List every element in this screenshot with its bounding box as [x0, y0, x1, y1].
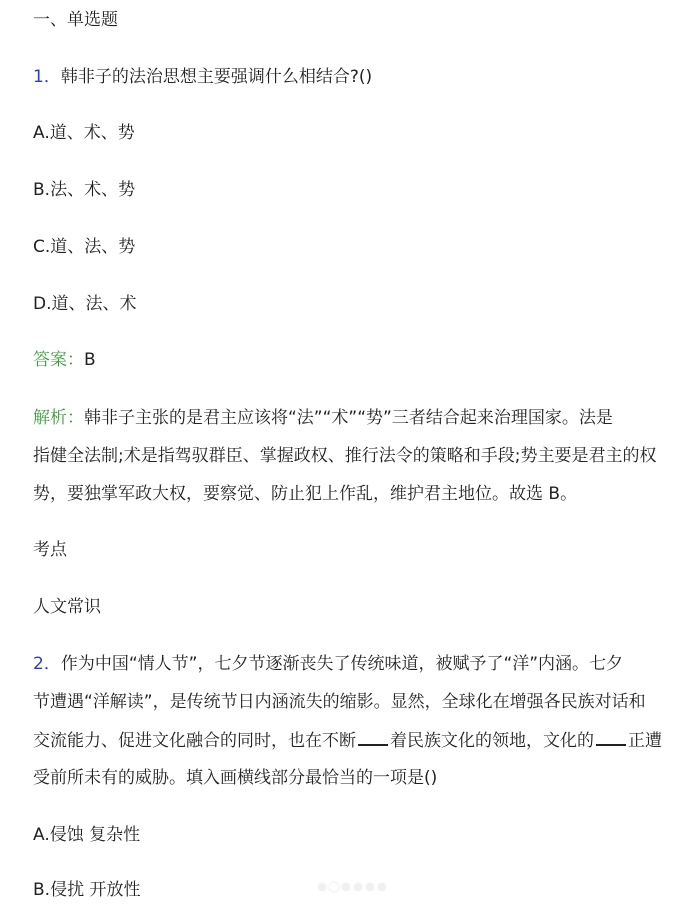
option-text: 法、术、势 — [50, 180, 136, 200]
question-number-value: 2 — [33, 654, 44, 674]
option-text: 侵蚀 复杂性 — [49, 825, 141, 845]
question-number — [33, 654, 61, 674]
page-dot-1[interactable] — [318, 883, 326, 891]
page-dot-3[interactable] — [342, 883, 350, 891]
question-number-sep: ． — [43, 67, 61, 87]
answer-label: 答案： — [33, 350, 84, 370]
option-text: 道、术、势 — [49, 123, 135, 143]
stem-segment: 交流能力、促进文化融合的同时，也在不断 — [33, 731, 356, 751]
page-dot-4[interactable] — [354, 883, 362, 891]
question-number-sep: ． — [43, 654, 61, 674]
page-dot-5[interactable] — [366, 883, 374, 891]
stem-segment: 着民族文化的领地，文化的 — [390, 731, 594, 751]
question-2-option-a[interactable] — [33, 823, 140, 847]
option-label: D. — [33, 294, 52, 314]
fill-blank-1 — [358, 728, 388, 746]
question-2-option-b[interactable] — [33, 878, 140, 902]
question-1-analysis-line-1 — [33, 406, 613, 430]
option-text: 道、法、术 — [51, 294, 137, 314]
option-text: 侵扰 开放性 — [50, 880, 141, 900]
option-label: C. — [33, 237, 51, 257]
option-label: A. — [33, 123, 50, 143]
question-1-option-d[interactable] — [33, 292, 137, 316]
page-dot-2-active[interactable] — [330, 883, 338, 891]
analysis-text: 韩非子主张的是君主应该将“法”“术”“势”三者结合起来治理国家。法是 — [84, 408, 613, 428]
question-stem-text: 韩非子的法治思想主要强调什么相结合?() — [60, 67, 373, 87]
section-title: 一、单选题 — [33, 10, 118, 30]
question-2-stem-line-4: 受前所未有的威胁。填入画横线部分最恰当的一项是() — [33, 768, 438, 788]
question-1-answer — [33, 348, 96, 372]
option-text: 道、法、势 — [50, 237, 136, 257]
page-indicator[interactable] — [318, 883, 386, 891]
page-dot-6[interactable] — [378, 883, 386, 891]
question-1-option-c[interactable] — [33, 235, 135, 259]
question-1-analysis-line-2: 指健全法制;术是指驾驭群臣、掌握政权、推行法令的策略和手段;势主要是君主的权 — [33, 446, 657, 466]
answer-value: B — [84, 350, 96, 370]
question-1-topic-value: 人文常识 — [33, 597, 101, 617]
question-1-option-b[interactable] — [33, 178, 135, 202]
option-label: B. — [33, 880, 51, 900]
question-1-topic-label: 考点 — [33, 540, 67, 560]
question-2-stem-line-2: 节遭遇“洋解读”，是传统节日内涵流失的缩影。显然，全球化在增强各民族对话和 — [33, 692, 646, 712]
question-1-option-a[interactable] — [33, 121, 135, 145]
option-label: B. — [33, 180, 51, 200]
question-1-stem — [33, 65, 372, 89]
question-2-stem-line-1 — [33, 652, 623, 676]
analysis-label: 解析： — [33, 408, 84, 428]
option-label: A. — [33, 825, 50, 845]
question-1-analysis-line-3: 势，要独掌军政大权，要察觉、防止犯上作乱，维护君主地位。故选 B。 — [33, 484, 578, 504]
question-number-value: 1 — [33, 67, 44, 87]
stem-segment: 正遭 — [628, 731, 662, 751]
question-number — [33, 67, 61, 87]
question-stem-text: 作为中国“情人节”，七夕节逐渐丧失了传统味道，被赋予了“洋”内涵。七夕 — [60, 654, 624, 674]
question-2-stem-line-3 — [33, 728, 662, 753]
fill-blank-2 — [596, 728, 626, 746]
